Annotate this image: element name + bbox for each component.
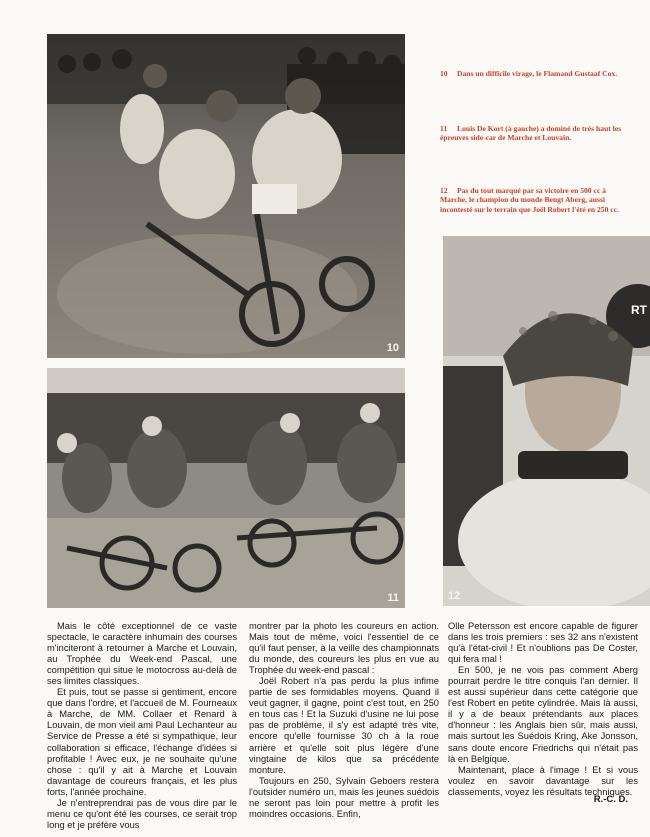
photo-11-number: 11 (387, 592, 399, 604)
paragraph: Toujours en 250, Sylvain Geboers restera l'outsider numéro un, mais les jeunes suédois ne seront pas loin pour mettre à profit les moindres occasions. Enfin, (249, 775, 439, 819)
paragraph: Joël Robert n'a pas perdu la plus infime partie de ses formidables moyens. Quand il veut gagner, il gagne, point c'est tout, en 250 en tous cas ! Et la Suzuki d'usine ne lui pose pas de problème, il s'y est adapté très vite, encore qu'elle fournisse 30 ch à la roue arrière et qu'elle soit plus légère d'une vingtaine de kilos que sa précédente monture. (249, 676, 439, 775)
photo-12-sign: RT (631, 303, 647, 317)
caption-12 (440, 186, 630, 214)
photo-11 (47, 368, 405, 608)
caption-11 (440, 124, 630, 143)
paragraph: Et puis, tout se passe si gentiment, encore que dans l'ordre, et l'accueil de M. Fourneaux à Marche, de MM. Collaer et Renard à Louvain, de mon vieil ami Paul Lechanteur au Service de Presse a été si sympathique, leur collaboration si efficace, l'échange d'idées si profitable ! Avec eux, je ne souhaite qu'une chose : qu'il y ait à Marche et Louvain davantage de coureurs français, et les plus forts, l'année prochaine. (47, 687, 237, 797)
article-column-3 (448, 621, 638, 798)
photo-12-image (443, 236, 650, 606)
paragraph: montrer par la photo les coureurs en action. Mais tout de même, voici l'essentiel de ce qu'il faut penser, à la veille des championnats du monde, des coureurs les plus en vue au Trophée du week-end pascal : (249, 621, 439, 676)
paragraph: Je n'entreprendrai pas de vous dire par le menu ce qu'ont été les courses, ce serait trop long et je préfère vous (47, 797, 237, 830)
caption-text: Dans un difficile virage, le Flamand Gustaaf Cox. (457, 69, 618, 78)
photo-10-image (47, 34, 405, 358)
photo-10-number: 10 (386, 342, 399, 354)
caption-10 (440, 69, 630, 78)
photo-11-image (47, 368, 405, 608)
caption-number: 11 (440, 124, 448, 133)
photo-10 (47, 34, 405, 358)
caption-number: 10 (440, 69, 448, 78)
caption-number: 12 (440, 186, 448, 195)
article-column-1 (47, 621, 237, 831)
article-column-2 (249, 621, 439, 820)
paragraph: En 500, je ne vois pas comment Aberg pourrait perdre le titre conquis l'an dernier. Il est aussi supérieur dans cette catégorie que l'est Robert en petite cylindrée. Mais là aussi, il y a de beaux prétendants aux places d'honneur : les Anglais bien sûr, mais aussi, mais surtout les Suédois Kring, Ake Jonsson, sans doute encore Friedrichs qui n'était pas là en Belgique. (448, 665, 638, 764)
paragraph: Maintenant, place à l'image ! Et si vous voulez en savoir davantage sur les classements, voyez les résultats techniques. (448, 764, 638, 797)
paragraph: Mais le côté exceptionnel de ce vaste spectacle, le caractère inhumain des courses m'inciteront à retourner à Marche et Louvain, au Trophée du Week-end Pascal, une compétition qui situe le motocross au-delà de ses limites classiques. (47, 621, 237, 687)
caption-text: Pas du tout marqué par sa victoire en 500 cc à Marche, le champion du monde Bengt Aberg, aussi incontesté sur le terrain que Joël Robert l'été en 250 cc. (440, 186, 619, 214)
photo-12-number: 12 (448, 590, 461, 602)
author-signature: R.-C. D. (593, 794, 628, 805)
caption-text: Louis De Kort (à gauche) a dominé de très haut les épreuves side-car de Marche et Louvain. (440, 124, 622, 143)
photo-12 (443, 236, 650, 606)
paragraph: Olle Petersson est encore capable de figurer dans les trois premiers : ses 32 ans n'existent qu'à l'état-civil ! Et n'oublions pas De Coster, qui fera mal ! (448, 621, 638, 665)
